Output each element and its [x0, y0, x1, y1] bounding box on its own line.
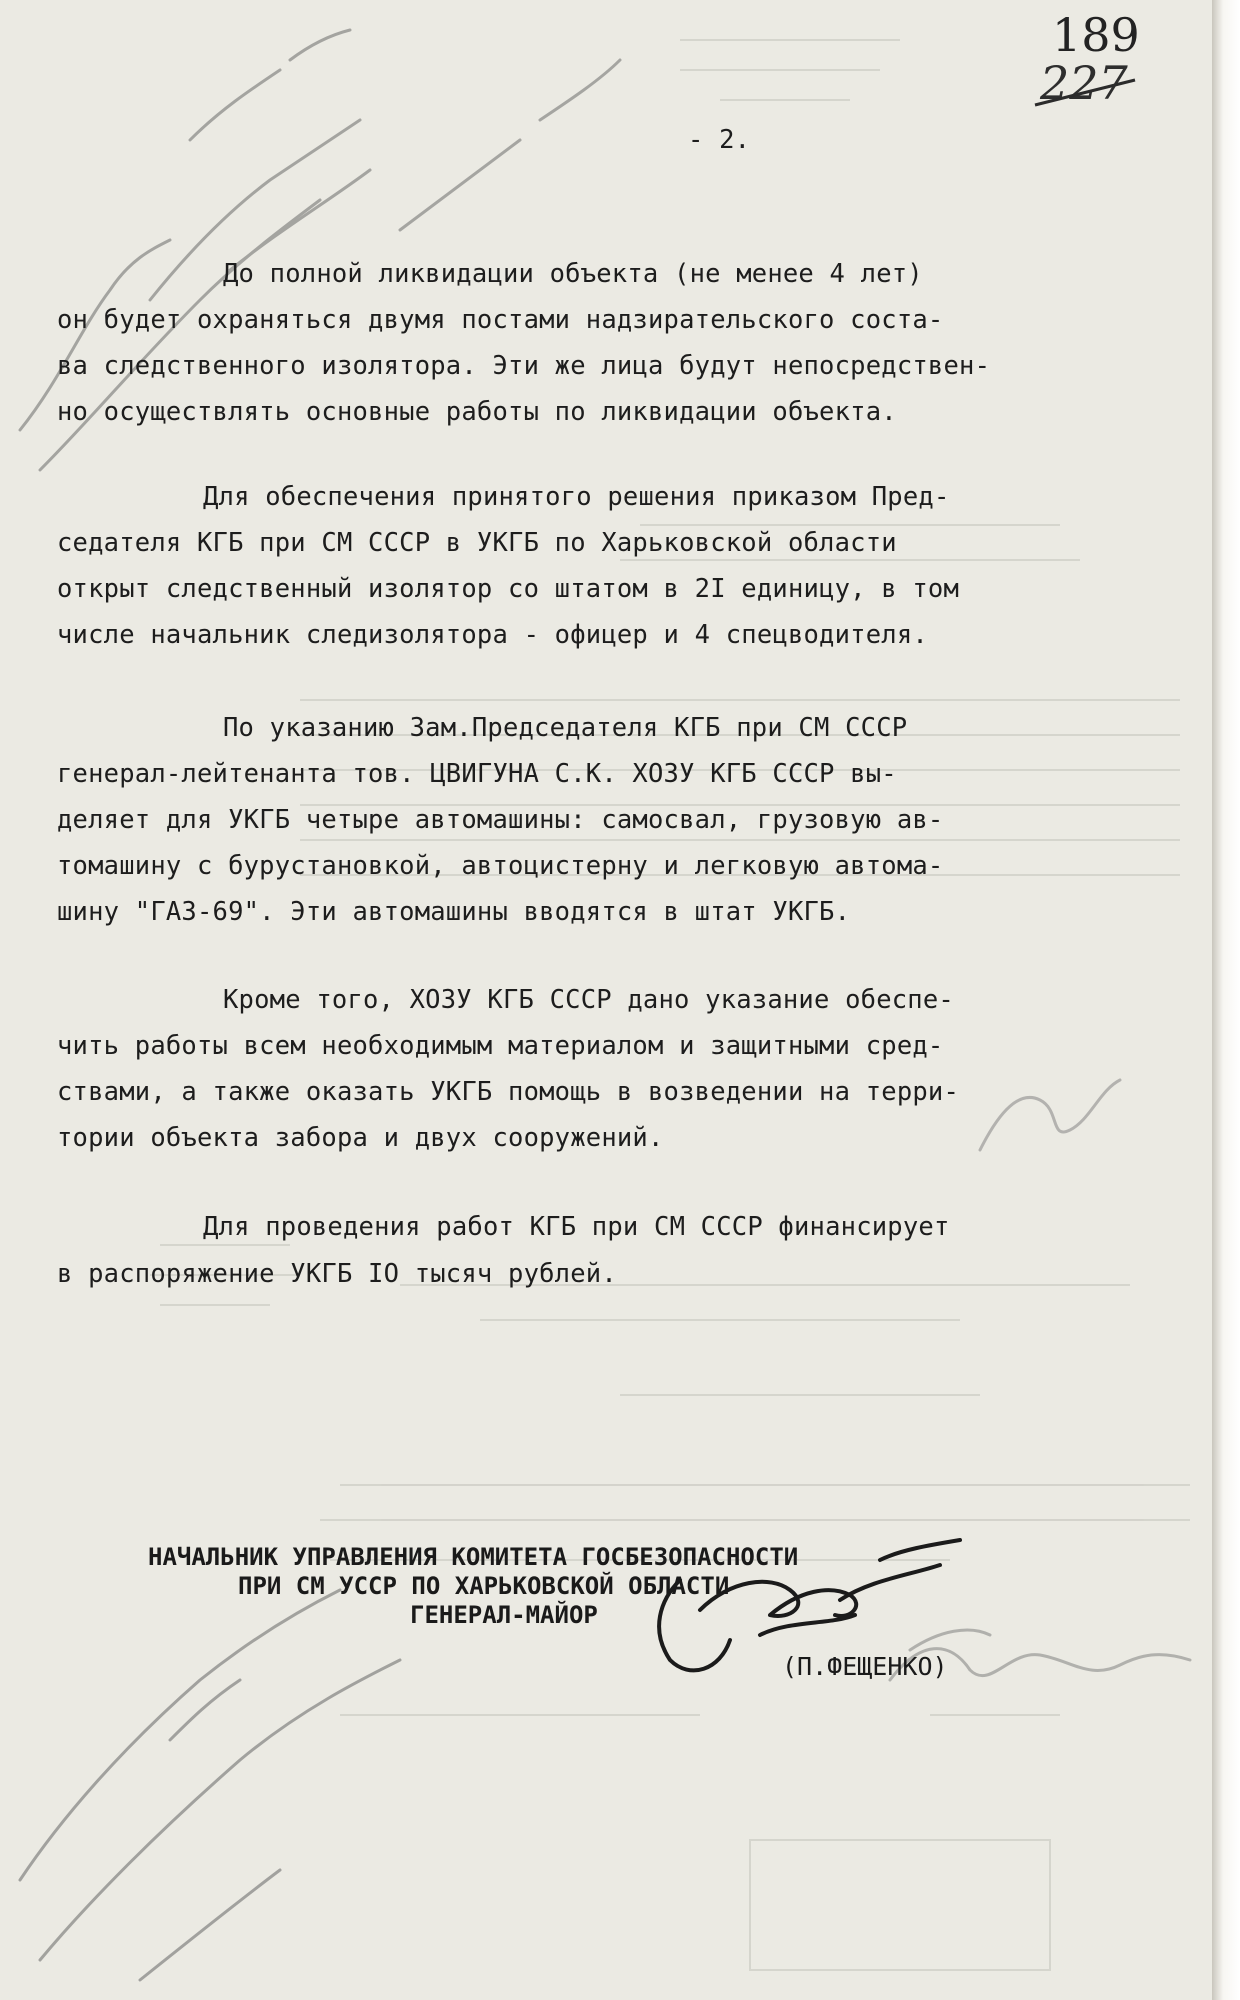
body-line: он будет охраняться двумя постами надзирательского соста- — [57, 305, 944, 335]
body-line: Кроме того, ХОЗУ КГБ СССР дано указание обеспе- — [223, 985, 954, 1015]
body-line: Для обеспечения принятого решения приказом Пред- — [203, 482, 950, 512]
body-line: Для проведения работ КГБ при СМ СССР финансирует — [203, 1212, 950, 1242]
body-line: томашину с бурустановкой, автоцистерну и легковую автома- — [57, 851, 944, 881]
body-line: но осуществлять основные работы по ликвидации объекта. — [57, 397, 897, 427]
archive-sheet-number: 189 — [1052, 8, 1140, 62]
page-number: - 2. — [688, 125, 751, 155]
signatory-name: (П.ФЕЩЕНКО) — [782, 1652, 948, 1681]
body-line: в распоряжение УКГБ IO тысяч рублей. — [57, 1259, 617, 1289]
archive-sheet-number-previous: 227 — [1040, 56, 1128, 110]
scan-border — [1212, 0, 1240, 2000]
body-line: По указанию Зам.Председателя КГБ при СМ СССР — [223, 713, 908, 743]
body-line: деляет для УКГБ четыре автомашины: самосвал, грузовую ав- — [57, 805, 944, 835]
body-line: ва следственного изолятора. Эти же лица будут непосредствен- — [57, 351, 991, 381]
body-line: тории объекта забора и двух сооружений. — [57, 1123, 664, 1153]
signatory-rank: ГЕНЕРАЛ-МАЙОР — [410, 1601, 598, 1629]
body-line: открыт следственный изолятор со штатом в 2I единицу, в том — [57, 574, 960, 604]
body-line: чить работы всем необходимым материалом и защитными сред- — [57, 1031, 944, 1061]
handwritten-mark-right — [960, 1060, 1140, 1180]
body-line: ствами, а также оказать УКГБ помощь в возведении на терри- — [57, 1077, 960, 1107]
body-line: шину "ГАЗ-69". Эти автомашины вводятся в штат УКГБ. — [57, 897, 851, 927]
body-line: числе начальник следизолятора - офицер и 4 спецводителя. — [57, 620, 928, 650]
body-line: генерал-лейтенанта тов. ЦВИГУНА С.К. ХОЗУ КГБ СССР вы- — [57, 759, 897, 789]
signatory-title: НАЧАЛЬНИК УПРАВЛЕНИЯ КОМИТЕТА ГОСБЕЗОПАСНОСТИ — [148, 1543, 799, 1571]
body-line: седателя КГБ при СМ СССР в УКГБ по Харьковской области — [57, 528, 897, 558]
body-line: До полной ликвидации объекта (не менее 4 лет) — [223, 259, 923, 289]
signatory-title: ПРИ СМ УССР ПО ХАРЬКОВСКОЙ ОБЛАСТИ — [238, 1572, 730, 1600]
